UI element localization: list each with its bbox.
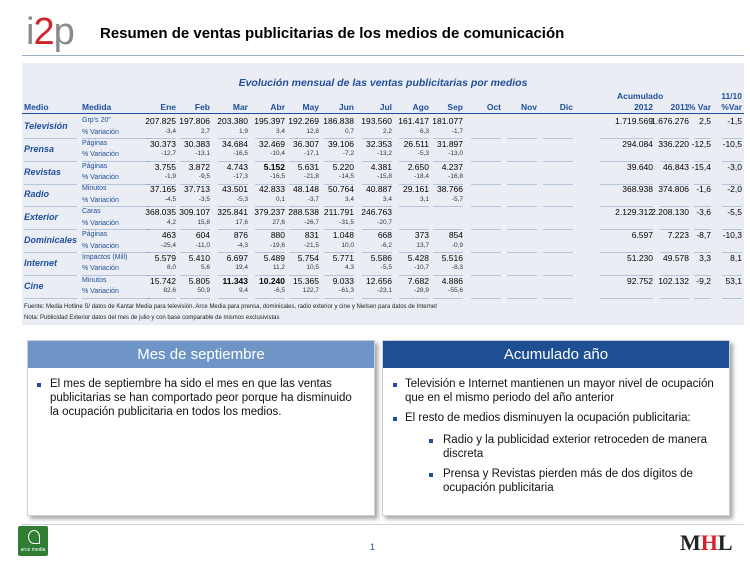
variation-cell: -15,8 [377,173,392,181]
value-cell: 3.755 [154,161,176,172]
panel-acumulado-header: Acumulado año [383,341,729,368]
value-cell: 463 [161,230,176,240]
col-header-month: May [302,102,319,112]
var-1110-cell: -1,5 [727,116,742,126]
value-cell: 5.220 [332,161,354,172]
value-cell: 15.365 [293,275,319,286]
variation-cell: 0,7 [344,127,354,135]
var-1110-cell: -5,5 [727,207,742,218]
row-rule [255,298,285,299]
value-cell: 7.682 [407,275,429,286]
variation-cell: -61,3 [339,287,354,295]
col-header-month: Oct [486,102,501,112]
acc-2012-cell: 51.230 [627,252,653,263]
col-header-month: Mar [232,102,248,112]
variation-cell: -19,6 [270,241,285,249]
acc-var-cell: 2,5 [699,116,711,126]
variation-cell: -11,0 [195,241,210,249]
acc-2011-cell: 102.132 [658,275,689,286]
value-cell: 4.743 [226,161,248,172]
value-cell: 29.161 [403,184,429,195]
table-row [22,116,744,128]
variation-cell: -26,7 [304,218,319,226]
value-cell: 368.035 [145,207,176,218]
medio-label: Exterior [24,212,59,223]
acc-var-cell: -3,6 [696,207,711,218]
value-cell: 831 [304,230,319,240]
row-rule [218,298,248,299]
value-cell: 48.148 [293,184,319,195]
row-rule [289,298,319,299]
value-cell: 876 [233,230,248,240]
page-title: Resumen de ventas publicitarias de los medios de comunicación [100,25,565,42]
value-cell: 32.469 [259,138,285,149]
value-cell: 36.307 [293,138,319,149]
value-cell: 42.833 [259,184,285,195]
value-cell: 31.897 [437,138,463,149]
acc-2011-cell: 336.220 [658,138,689,149]
value-cell: 854 [448,230,463,240]
value-cell: 203.380 [217,116,248,126]
var-1110-cell: -2,0 [727,184,742,195]
acc-var-cell: -15,4 [691,161,711,172]
acc-2012-cell: 368.938 [622,184,653,195]
value-cell: 186.838 [323,116,354,126]
variation-cell: -5,7 [451,195,463,203]
col-header-y2011: 2011 [670,102,689,112]
measure-label: Caras [82,208,101,216]
value-cell: 32.353 [366,138,392,149]
value-cell: 195.397 [254,116,285,126]
variation-label: % Variación [82,151,119,159]
variation-cell: 4,3 [344,264,354,272]
bullet-icon [393,383,397,387]
acc-var-cell: 3,3 [699,252,711,263]
value-cell: 30.373 [150,138,176,149]
page-number: 1 [370,542,376,552]
value-cell: 4.237 [441,161,463,172]
variation-cell: 2,2 [382,127,392,135]
table-title: Evolución mensual de las ventas publicitarias por medios [238,77,528,89]
row-rule [146,298,176,299]
value-cell: 325.841 [217,207,248,218]
variation-cell: -20,7 [377,218,392,226]
row-rule [399,298,429,299]
table-row [22,230,744,242]
variation-cell: -18,4 [414,173,429,181]
value-cell: 668 [377,230,392,240]
measure-label: Impactos (Mill) [82,253,128,261]
value-cell: 5.631 [297,161,319,172]
value-cell: 5.428 [407,252,429,263]
value-cell: 12.656 [366,275,392,286]
value-cell: 5.586 [370,252,392,263]
variation-cell: -6,2 [380,241,392,249]
value-cell: 181.077 [432,116,463,126]
col-header-pvar: % Var [687,102,711,112]
arce-media-logo: arce media [18,526,48,556]
value-cell: 193.560 [361,116,392,126]
value-cell: 5.410 [188,252,210,263]
acumulado-header: Acumulado [617,91,664,101]
acumulado-sub-bullet-1: Radio y la publicidad exterior retroceden de manera discreta [443,434,708,460]
variation-cell: -3,7 [307,195,319,203]
variation-cell: 15,8 [197,218,210,226]
row-rule [507,298,537,299]
sub-bullet-icon [429,473,433,477]
value-cell: 30.383 [184,138,210,149]
acc-var-cell: -9,2 [696,275,711,286]
variation-cell: -23,1 [377,287,392,295]
variation-cell: 4,2 [166,218,176,226]
acc-2011-cell: 1.676.276 [651,116,689,126]
col-header-month: Feb [194,102,210,112]
col-header-month: Jul [379,102,392,112]
variation-cell: 6,3 [419,127,429,135]
value-cell: 39.106 [328,138,354,149]
acc-2011-cell: 46.843 [663,161,689,172]
value-cell: 15.742 [150,275,176,286]
variation-cell: 3,1 [419,195,429,203]
value-cell: 38.766 [437,184,463,195]
row-rule [324,298,354,299]
variation-cell: -55,6 [448,287,463,295]
header-rule [22,113,744,114]
variation-label: % Variación [82,196,119,204]
table-row [22,162,744,174]
acc-var-cell: -12,5 [691,138,711,149]
value-cell: 40.887 [366,184,392,195]
value-cell: 50.764 [328,184,354,195]
variation-cell: -3,5 [198,195,210,203]
row-rule [600,298,653,299]
acc-var-cell: -8,7 [696,230,711,240]
value-cell: 880 [270,230,285,240]
table-row [22,253,744,265]
variation-cell: 3,4 [344,195,354,203]
variation-label: % Variación [82,174,119,182]
variation-cell: -14,5 [339,173,354,181]
table-row [22,184,744,196]
variation-cell: 12,8 [306,127,319,135]
table-row [22,276,744,288]
col-header-medio: Medio [24,102,49,112]
acc-2012-cell: 39.640 [627,161,653,172]
variation-cell: -5,5 [380,264,392,272]
variation-cell: -28,9 [414,287,429,295]
value-cell: 9.033 [332,275,354,286]
leaf-icon [28,530,40,544]
table-note: Nota: Publicidad Exterior datos del mes de julio y con base comparable de mismos exclusivistas [24,315,280,321]
variation-cell: -9,5 [198,173,210,181]
variation-cell: -13,2 [377,150,392,158]
value-cell: 379.237 [254,207,285,218]
var-1110-cell: -10,5 [722,138,742,149]
row-rule [180,298,210,299]
measure-label: Páginas [82,139,108,147]
variation-cell: -13,1 [195,150,210,158]
variation-label: % Variación [82,219,119,227]
var-1110-cell: -10,3 [722,230,742,240]
panel-september [27,340,375,516]
variation-cell: 8,0 [166,264,176,272]
variation-cell: 19,4 [235,264,248,272]
variation-cell: 5,6 [200,264,210,272]
value-cell: 11.343 [222,275,248,286]
measure-label: Páginas [82,231,108,238]
value-cell: 37.713 [184,184,210,195]
variation-label: % Variación [82,265,119,273]
value-cell: 26.511 [403,138,429,149]
variation-cell: -5,3 [417,150,429,158]
variation-cell: 11,2 [272,264,285,272]
value-cell: 4.886 [441,275,463,286]
variation-cell: -0,9 [451,241,463,249]
medio-label: Prensa [24,143,55,154]
value-cell: 604 [195,230,210,240]
sales-table [22,63,744,325]
variation-cell: -4,5 [164,195,176,203]
variation-cell: -10,7 [414,264,429,272]
variation-cell: 27,6 [272,218,285,226]
bullet-icon [37,383,41,387]
variation-cell: -5,3 [236,195,248,203]
value-cell: 6.697 [226,252,248,263]
variation-cell: 17,6 [235,218,248,226]
acc-2011-cell: 374.806 [658,184,689,195]
variation-cell: 10,5 [306,264,319,272]
variation-cell: -25,4 [161,241,176,249]
measure-label: Grp's 20" [82,117,111,124]
variation-cell: -8,3 [451,264,463,272]
variation-cell: -12,7 [161,150,176,158]
variation-label: % Variación [82,242,119,250]
panel-acumulado [382,340,730,516]
value-cell: 192.269 [288,116,319,126]
variation-cell: 10,0 [341,241,354,249]
row-rule [722,298,742,299]
medio-label: Dominicales [24,235,78,245]
value-cell: 309.107 [179,207,210,218]
medio-label: Revistas [24,166,62,177]
col-header-month: Jun [338,102,354,112]
measure-label: Minutos [82,185,107,193]
variation-cell: -6,5 [273,287,285,295]
row-rule [433,298,463,299]
var-1110-cell: -3,0 [727,161,742,172]
value-cell: 197.806 [179,116,210,126]
acc-2012-cell: 1.719.569 [615,116,653,126]
col-header-medida: Medida [82,102,112,112]
variation-cell: -16,5 [270,173,285,181]
variation-cell: -16,8 [448,173,463,181]
value-cell: 5.754 [297,252,319,263]
panel-september-header: Mes de septiembre [28,341,374,368]
table-row [22,139,744,151]
variation-cell: 122,7 [302,287,319,295]
acc-2012-cell: 92.752 [627,275,653,286]
row-rule [543,298,573,299]
col-header-month: Sep [447,102,463,112]
value-cell: 34.684 [222,138,248,149]
table-row [22,207,744,219]
value-cell: 5.516 [441,252,463,263]
variation-cell: -21,8 [304,173,319,181]
variation-cell: -1,7 [451,127,463,135]
acc-2012-cell: 6.597 [631,230,653,240]
variation-cell: -3,4 [164,127,176,135]
col-header-y2012: 2012 [634,102,653,112]
bullet-icon [393,417,397,421]
acc-var-cell: -1,6 [696,184,711,195]
row-rule [660,298,689,299]
variation-cell: 2,7 [200,127,210,135]
variation-cell: 9,4 [238,287,248,295]
variation-cell: 0,1 [275,195,285,203]
value-cell: 161.417 [398,116,429,126]
value-cell: 5.152 [263,161,285,172]
value-cell: 207.825 [145,116,176,126]
col-header-month: Dic [559,102,573,112]
value-cell: 10.240 [259,275,285,286]
variation-cell: -17,1 [304,150,319,158]
row-rule [471,298,501,299]
row-rule [82,298,150,299]
value-cell: 4.381 [370,161,392,172]
variation-cell: 3,4 [275,127,285,135]
value-cell: 43.501 [222,184,248,195]
value-cell: 5.579 [154,252,176,263]
variation-cell: 3,4 [382,195,392,203]
variation-cell: -17,3 [233,173,248,181]
variation-cell: 50,9 [197,287,210,295]
footer-divider [22,524,744,525]
variation-cell: -31,5 [339,218,354,226]
acc-2011-cell: 2.208.130 [651,207,689,218]
variation-cell: -4,3 [236,241,248,249]
september-bullet: El mes de septiembre ha sido el mes en que las ventas publicitarias se han comportado peor porque ha disminuido la ocupación publicitaria en todos los medios. [50,378,352,418]
value-cell: 288.538 [288,207,319,218]
row-rule [24,298,77,299]
col-header-month: Nov [520,102,537,112]
value-cell: 2.650 [407,161,429,172]
i2p-logo: i2p [26,11,74,53]
acc-2012-cell: 2.129.312 [615,207,653,218]
variation-cell: -1,9 [164,173,176,181]
variation-cell: -21,5 [304,241,319,249]
medio-label: Radio [24,189,50,200]
title-divider [22,55,744,56]
value-cell: 5.805 [188,275,210,286]
variation-cell: 1,9 [238,127,248,135]
variation-label: % Variación [82,288,119,296]
measure-label: Minutos [82,276,107,284]
variation-cell: -13,0 [448,150,463,158]
acumulado-sub-bullet-2: Prensa y Revistas pierden más de dos dígitos de ocupación publicitaria [443,468,693,494]
col-header-month: Abr [270,102,285,112]
value-cell: 373 [414,230,429,240]
col-header-pvar2: %Var [721,102,742,112]
value-cell: 5.771 [332,252,354,263]
medio-label: Televisión [24,121,68,131]
var-1110-cell: 53,1 [725,275,742,286]
sub-bullet-icon [429,439,433,443]
acc-2011-cell: 7.223 [667,230,689,240]
variation-label: % Variación [82,128,119,136]
acumulado-bullet-2: El resto de medios disminuyen la ocupación publicitaria: [405,412,691,424]
variation-cell: 82,6 [163,287,176,295]
value-cell: 1.048 [332,230,354,240]
col-header-month: Ene [160,102,176,112]
row-rule [362,298,392,299]
table-source: Fuente: Media Hotline S/ datos de Kantar Media para televisión. Arce Media para prensa, dominicales, radio exterior y cine y Nielsen para datos de Internet [24,304,437,310]
value-cell: 3.872 [188,161,210,172]
variation-cell: 13,7 [416,241,429,249]
period-header: 11/10 [721,91,742,101]
acumulado-bullet-1: Televisión e Internet mantienen un mayor nivel de ocupación que en el mismo periodo del año anterior [405,378,714,404]
measure-label: Páginas [82,162,108,170]
col-header-month: Ago [412,102,429,112]
variation-cell: -7,2 [342,150,354,158]
variation-cell: -16,5 [233,150,248,158]
value-cell: 5.489 [263,252,285,263]
row-rule [694,298,711,299]
medio-label: Cine [24,280,44,291]
value-cell: 211.791 [323,207,354,218]
acc-2012-cell: 294.084 [622,138,653,149]
var-1110-cell: 8,1 [730,252,742,263]
variation-cell: -10,4 [270,150,285,158]
value-cell: 37.165 [150,184,176,195]
medio-label: Internet [24,257,58,268]
acc-2011-cell: 49.578 [663,252,689,263]
value-cell: 246.763 [361,207,392,218]
mhl-logo: MHL [680,530,733,555]
